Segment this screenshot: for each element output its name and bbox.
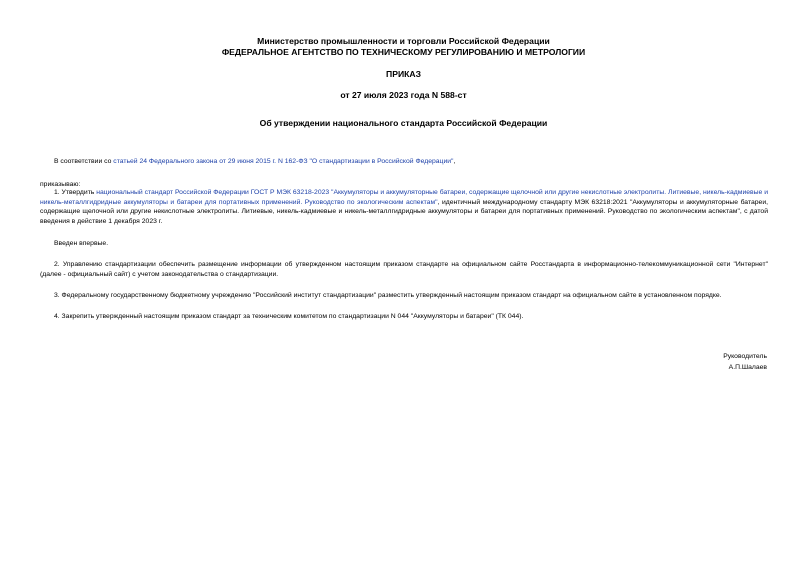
preamble-paragraph	[40, 157, 768, 167]
item-4-paragraph: 4. Закрепить утвержденный настоящим приказом стандарт за техническим комитетом по стандартизации N 044 "Аккумуляторы и батареи" (ТК 044).	[54, 313, 524, 320]
item-3-paragraph: 3. Федеральному государственному бюджетному учреждению "Российский институт стандартизации" разместить утвержденный настоящим приказом стандарт на официальном сайте в установленном порядке.	[54, 292, 722, 299]
federal-law-link[interactable]: статьей 24 Федерального закона от 29 июня 2015 г. N 162-ФЗ "О стандартизации в Российской Федерации"	[113, 158, 454, 165]
national-standard-link[interactable]: национальный стандарт Российской Федерации ГОСТ Р МЭК 63218-2023 "Аккумуляторы и аккумуляторные батареи, содержащие щелочной или другие некислотные электролиты. Литиевые, никель-кадмиевые и никель-металлгидридные аккумуляторы и батареи для портативных применений. Руководство по экологическим аспектам"	[40, 189, 768, 206]
document-date-number: от 27 июля 2023 года N 588-ст	[340, 90, 467, 100]
item-1-prefix: 1. Утвердить	[54, 189, 97, 196]
ministry-name: Министерство промышленности и торговли Российской Федерации	[257, 36, 550, 46]
item-1-suffix: , идентичный международному стандарту МЭК 63218:2021 "Аккумуляторы и аккумуляторные батареи, содержащие щелочной или другие некислотные электролиты. Литиевые, никель-кадмиевые и никель-металлгидридные аккумуляторы и батареи для портативных применений. Руководство по экологическим аспектам", с датой введения в действие 1 декабря 2023 г.	[40, 198, 769, 225]
preamble-suffix: ,	[453, 158, 456, 165]
document-type: ПРИКАЗ	[386, 69, 421, 79]
signature-name: А.П.Шалаев	[728, 364, 767, 371]
item-2-paragraph: 2. Управлению стандартизации обеспечить размещение информации об утвержденном настоящим приказом стандарте на официальном сайте Росстандарта в информационно-телекоммуникационной сети "Интернет" (далее - официальный сайт) с учетом законодательства о стандартизации.	[40, 261, 768, 278]
preamble-prefix: В соответствии со	[54, 158, 114, 165]
agency-name: ФЕДЕРАЛЬНОЕ АГЕНТСТВО ПО ТЕХНИЧЕСКОМУ РЕГУЛИРОВАНИЮ И МЕТРОЛОГИИ	[221, 47, 586, 57]
intro-note: Введен впервые.	[54, 240, 109, 247]
signature-role: Руководитель	[723, 353, 767, 360]
document-title: Об утверждении национального стандарта Российской Федерации	[259, 118, 548, 128]
item-1-paragraph	[40, 188, 768, 226]
order-word: приказываю:	[40, 181, 81, 188]
